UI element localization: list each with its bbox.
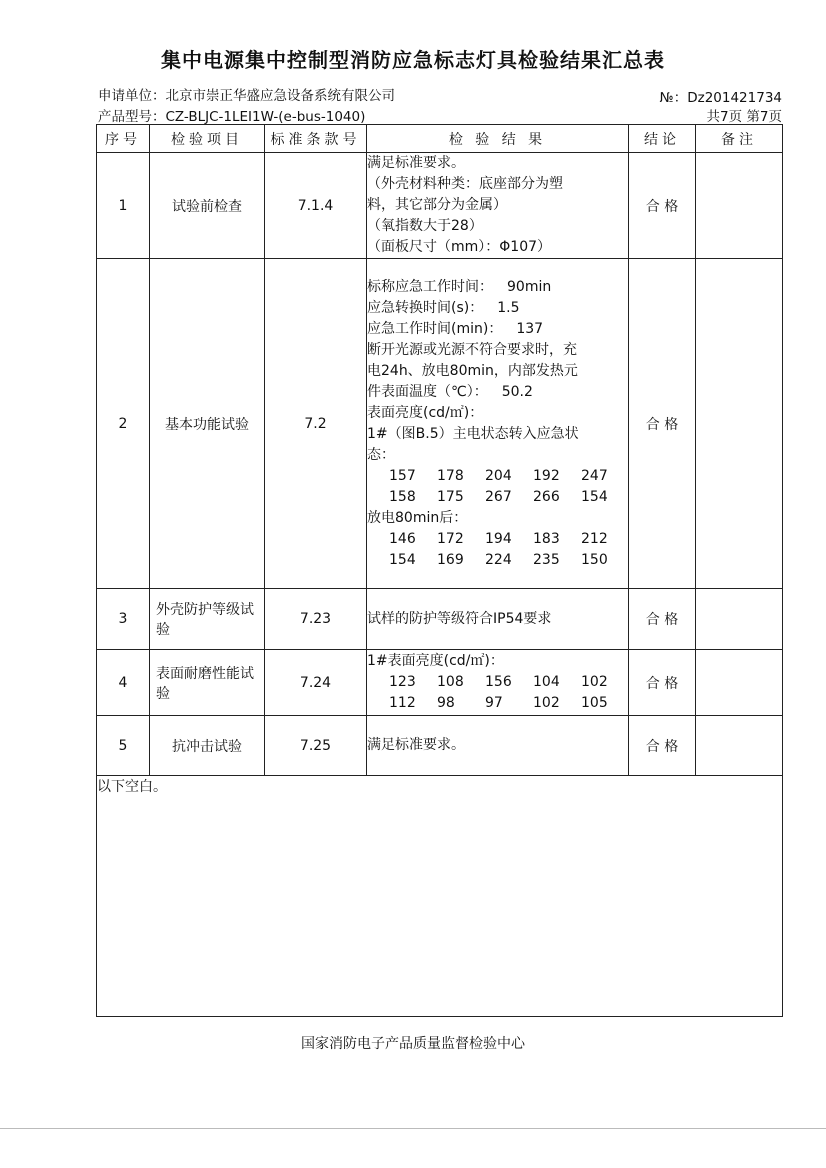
remark (696, 716, 783, 776)
header-conclusion: 结论 (629, 125, 696, 153)
product-model-line: 产品型号：CZ-BLJC-1LEⅠ1W-(e-bus-1040) (98, 109, 366, 125)
row-number: 3 (97, 589, 150, 650)
header-no: 序号 (97, 125, 150, 153)
remark (696, 259, 783, 589)
header-item: 检验项目 (150, 125, 265, 153)
issuing-organization: 国家消防电子产品质量监督检验中心 (301, 1036, 525, 1052)
luminance-values: 154 169 224 235 150 (389, 551, 608, 568)
conclusion: 合 格 (629, 589, 696, 650)
blank-row (97, 776, 783, 1017)
standard-clause: 7.24 (265, 650, 367, 716)
luminance-values: 158 175 267 266 154 (389, 488, 608, 505)
remark (696, 153, 783, 259)
results-table (96, 124, 783, 1017)
page-edge-line (0, 1128, 826, 1129)
result-line: 试样的防护等级符合IP54要求 (367, 610, 552, 627)
test-result (367, 716, 629, 776)
report-number: №：Dz201421734 (659, 90, 782, 106)
test-result (367, 650, 629, 716)
test-item: 基本功能试验 (150, 259, 265, 589)
applicant-line: 申请单位：北京市崇正华盛应急设备系统有限公司 (98, 88, 395, 104)
table-row (97, 259, 783, 589)
table-row (97, 716, 783, 776)
remark (696, 589, 783, 650)
remark (696, 650, 783, 716)
result-line: （外壳材料种类：底座部分为塑 (367, 176, 563, 192)
standard-clause: 7.25 (265, 716, 367, 776)
row-number: 5 (97, 716, 150, 776)
test-item: 外壳防护等级试验 (150, 589, 265, 650)
standard-clause: 7.1.4 (265, 153, 367, 259)
header-clause: 标准条款号 (265, 125, 367, 153)
result-line: 应急工作时间(min)： 137 (367, 320, 544, 337)
result-line: 1#（图B.5）主电状态转入应急状 (367, 425, 579, 442)
row-number: 1 (97, 153, 150, 259)
blank-note: 以下空白。 (97, 776, 783, 1017)
table-row (97, 153, 783, 259)
document-title: 集中电源集中控制型消防应急标志灯具检验结果汇总表 (161, 48, 665, 72)
table-header-row (97, 125, 783, 153)
result-line: 放电80min后： (367, 509, 468, 526)
test-item: 表面耐磨性能试验 (150, 650, 265, 716)
conclusion: 合 格 (629, 650, 696, 716)
conclusion: 合 格 (629, 259, 696, 589)
result-line: 应急转换时间(s)： 1.5 (367, 299, 520, 316)
luminance-values: 123 108 156 104 102 (389, 674, 608, 690)
test-result (367, 589, 629, 650)
row-number: 4 (97, 650, 150, 716)
result-line: 料，其它部分为金属） (367, 197, 507, 213)
page-count: 共7页 第7页 (706, 109, 782, 125)
result-line: 表面亮度(cd/㎡)： (367, 404, 484, 421)
result-line: 断开光源或光源不符合要求时，充 (367, 341, 577, 358)
standard-clause: 7.2 (265, 259, 367, 589)
luminance-values: 146 172 194 183 212 (389, 530, 608, 547)
test-item: 抗冲击试验 (150, 716, 265, 776)
test-result (367, 153, 629, 259)
luminance-values: 157 178 204 192 247 (389, 467, 608, 484)
conclusion: 合 格 (629, 153, 696, 259)
header-result: 检 验 结 果 (367, 125, 629, 153)
result-line: 态： (367, 446, 395, 463)
result-line: 件表面温度（℃）： 50.2 (367, 383, 533, 400)
result-line: 满足标准要求。 (367, 155, 465, 171)
result-line: 满足标准要求。 (367, 737, 465, 753)
row-number: 2 (97, 259, 150, 589)
result-line: （面板尺寸（mm）：Φ107） (367, 239, 552, 255)
result-line: （氧指数大于28） (367, 218, 483, 234)
test-result (367, 259, 629, 589)
result-line: 1#表面亮度(cd/㎡)： (367, 653, 504, 669)
standard-clause: 7.23 (265, 589, 367, 650)
table-row (97, 650, 783, 716)
result-line: 标称应急工作时间： 90min (367, 278, 552, 295)
result-line: 电24h、放电80min，内部发热元 (367, 362, 578, 379)
conclusion: 合 格 (629, 716, 696, 776)
header-remark: 备注 (696, 125, 783, 153)
test-item: 试验前检查 (150, 153, 265, 259)
luminance-values: 112 98 97 102 105 (389, 695, 608, 711)
table-row (97, 589, 783, 650)
